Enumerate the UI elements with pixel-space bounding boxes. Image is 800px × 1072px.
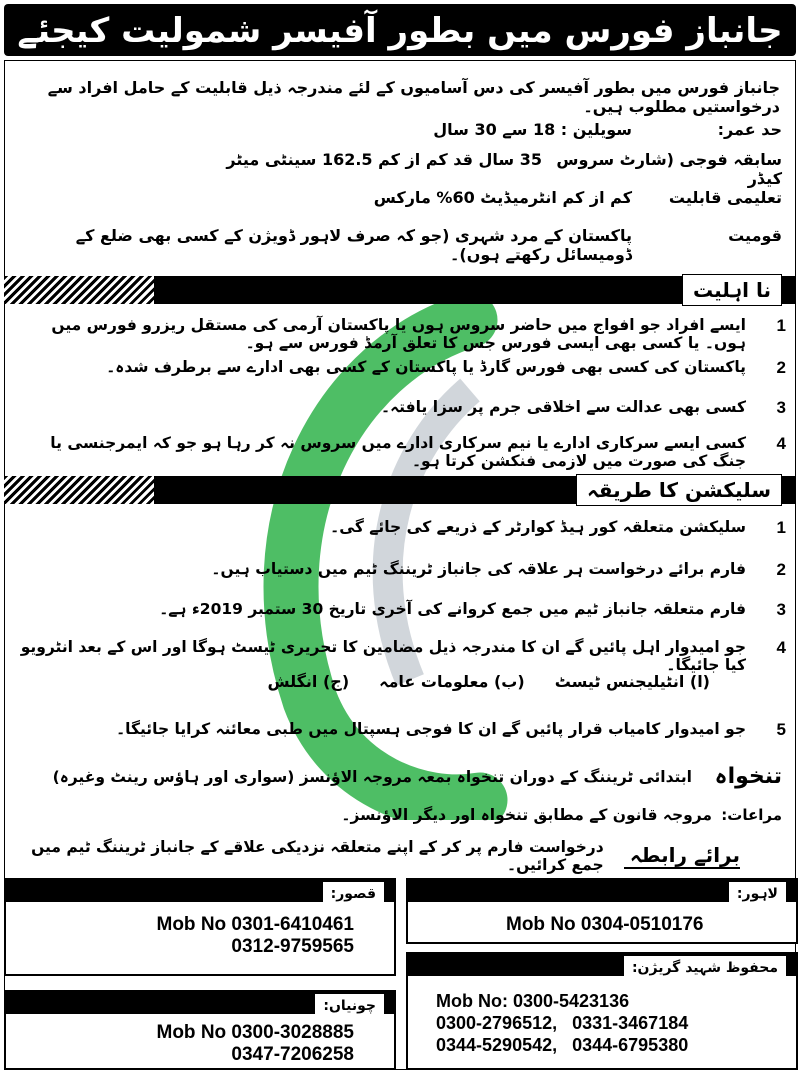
- subject-item: (ج) انگلش: [267, 672, 350, 691]
- contact-label: برائے رابطہ: [624, 843, 740, 869]
- item-text: ایسے افراد جو افواج میں حاضر سروس ہوں یا پاکستان آرمی کی مستقل ریزرو فورس میں ہوں۔ یا کسی بھی ایسی فورس جس کا تعلق آرمڈ فورس سے ہو۔: [51, 316, 746, 352]
- item-text: کسی ایسے سرکاری ادارے یا نیم سرکاری ادارے میں سروس نہ کر رہا ہو جو کہ ایمرجنسی یا جنگ کی صورت میں لازمی فنکشن کرتا ہو۔: [50, 434, 746, 470]
- test-subjects: [110, 672, 710, 691]
- req-nationality: [22, 226, 782, 264]
- list-item: [16, 600, 786, 620]
- item-text: پاکستان کی کسی بھی فورس گارڈ یا پاکستان کے کسی بھی ادارے سے برطرف شدہ۔: [106, 358, 746, 376]
- section-bar-selection: [4, 476, 796, 504]
- contact-value: درخواست فارم پر کر کے اپنے متعلقہ نزدیکی علاقے کے جانباز ٹریننگ ٹیم میں جمع کرائیں۔: [31, 838, 604, 874]
- intro-text: جانباز فورس میں بطور آفیسر کی دس آسامیوں کے لئے مندرجہ ذیل قابلیت کے حامل افراد سے درخواستیں مطلوب ہیں۔: [47, 78, 780, 116]
- list-item: [16, 358, 786, 378]
- subject-item: (ا) انٹیلیجنس ٹیسٹ: [554, 672, 710, 691]
- item-text: کسی بھی عدالت سے اخلاقی جرم پر سزا یافتہ۔: [381, 398, 746, 416]
- office-box-garrison: [406, 952, 798, 1070]
- salary-value: ابتدائی ٹریننگ کے دوران تنخواہ بمعہ مروجہ الاؤنسز (سواری اور ہاؤس رینٹ وغیرہ): [52, 767, 692, 786]
- perks-label: مراعات:: [721, 806, 782, 824]
- section-title: سلیکشن کا طریقہ: [576, 474, 782, 506]
- contact-row: [0, 838, 740, 874]
- phone-line: 0300-2796512, 0331-3467184: [436, 1013, 689, 1033]
- req-education: [22, 188, 782, 207]
- item-number: 5: [776, 720, 786, 739]
- hatch-pattern: [4, 276, 154, 304]
- phone-line: Mob No 0301-6410461: [156, 914, 354, 935]
- req-label: سابقہ فوجی (شارٹ سروس کیڈر: [556, 150, 782, 188]
- req-age: [22, 120, 782, 139]
- list-item: [16, 560, 786, 580]
- office-box-chunian: [4, 990, 396, 1070]
- item-number: 3: [776, 600, 786, 619]
- item-number: 4: [776, 638, 786, 657]
- phone-line: Mob No 0300-3028885: [156, 1022, 354, 1043]
- req-value: کم از کم انٹرمیڈیٹ 60% مارکس: [373, 188, 632, 207]
- item-number: 2: [776, 560, 786, 579]
- list-item: [16, 434, 786, 470]
- salary-label: تنخواہ: [714, 764, 782, 789]
- list-item: [16, 720, 786, 740]
- perks-value: مروجہ قانون کے مطابق تنخواہ اور دیگر الاؤنسز۔: [341, 806, 712, 824]
- list-item: [16, 638, 786, 674]
- phone-line: 0312-9759565: [231, 936, 354, 957]
- item-text: جو امیدوار اہل پائیں گے ان کا مندرجہ ذیل مضامین کا تحریری ٹیسٹ ہوگا اور اس کے بعد انٹرویو کیا جائیگا۔: [20, 638, 746, 674]
- list-item: [16, 518, 786, 538]
- office-city: چونیاں:: [315, 994, 384, 1018]
- item-text: فارم متعلقہ جانباز ٹیم میں جمع کروانے کی آخری تاریخ 30 ستمبر 2019ء ہے۔: [159, 600, 746, 618]
- item-number: 1: [776, 518, 786, 537]
- req-label: قومیت: [728, 226, 782, 245]
- office-box-kasur: [4, 878, 396, 976]
- item-number: 1: [776, 316, 786, 335]
- phone-numbers: [157, 1022, 355, 1066]
- section-bar-ineligibility: [4, 276, 796, 304]
- req-value: سویلین : 18 سے 30 سال: [433, 120, 632, 139]
- section-title: نا اہلیت: [682, 274, 782, 306]
- phone-line: Mob No 0304-0510176: [506, 914, 704, 935]
- item-number: 2: [776, 358, 786, 377]
- list-item: [16, 398, 786, 418]
- office-city: محفوظ شہید گریژن:: [624, 956, 786, 980]
- req-label: تعلیمی قابلیت: [668, 188, 782, 207]
- item-text: جو امیدوار کامیاب قرار پائیں گے ان کا فوجی ہسپتال میں طبی معائنہ کرایا جائیگا۔: [116, 720, 746, 738]
- req-value: پاکستان کے مرد شہری (جو کہ صرف لاہور ڈویژن کے کسی بھی ضلع کے ڈومیسائل رکھتے ہوں)۔: [75, 226, 632, 264]
- item-number: 4: [776, 434, 786, 453]
- item-text: فارم برائے درخواست ہر علاقہ کی جانباز ٹریننگ ٹیم میں دستیاب ہیں۔: [211, 560, 746, 578]
- phone-line: 0344-5290542, 0344-6795380: [436, 1035, 689, 1055]
- list-item: [16, 316, 786, 352]
- phone-line: 0347-7206258: [231, 1044, 354, 1065]
- page-title: جانباز فورس میں بطور آفیسر شمولیت کیجئے: [4, 4, 796, 56]
- salary-row: [12, 764, 782, 789]
- phone-line: Mob No: 0300-5423136: [436, 991, 630, 1011]
- office-city: لاہور:: [729, 882, 786, 906]
- hatch-pattern: [4, 476, 154, 504]
- item-number: 3: [776, 398, 786, 417]
- office-city: قصور:: [323, 882, 384, 906]
- req-label: حد عمر:: [717, 120, 782, 139]
- office-box-lahore: [406, 878, 798, 944]
- subject-item: (ب) معلومات عامہ: [379, 672, 525, 691]
- phone-numbers: [506, 914, 704, 936]
- req-ex-army: [22, 150, 782, 188]
- phone-numbers: [157, 914, 355, 958]
- req-value: 35 سال قد کم از کم 162.5 سینٹی میٹر: [226, 150, 542, 169]
- perks-row: [12, 806, 782, 824]
- phone-numbers: [436, 990, 688, 1056]
- item-text: سلیکشن متعلقہ کور ہیڈ کوارٹر کے ذریعے کی جائے گی۔: [330, 518, 746, 536]
